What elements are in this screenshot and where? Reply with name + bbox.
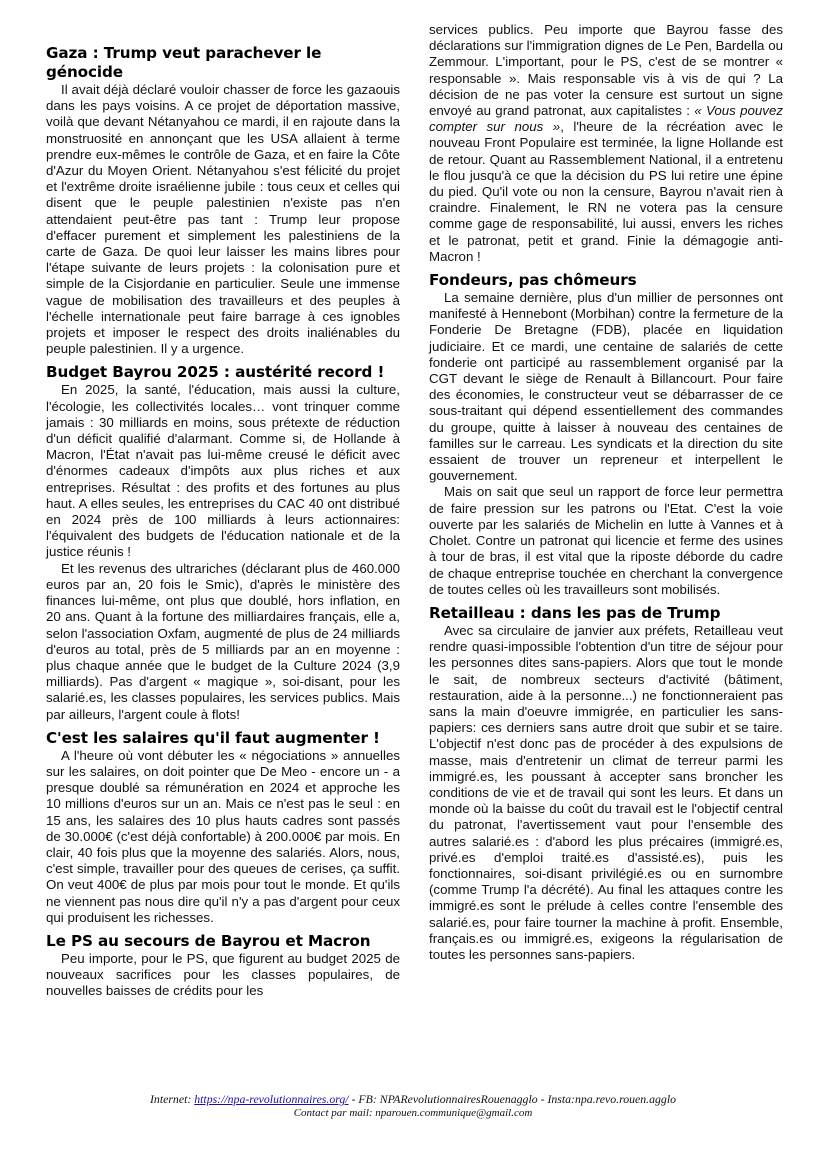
quote-text: « Vous pouvez compter sur nous » [429, 103, 783, 135]
article-ps-secours-continued [429, 22, 783, 265]
paragraph-text: services publics. Peu importe que Bayrou fasse des déclarations sur l'immigration dignes de Le Pen, Bardella ou Zemmour. L'important, pour le PS, c'est de se montrer « responsable ». Mais responsable vis à vis de qui ? La décision de ne pas voter la censure est surtout un signe envoyé au grand patronat, aux capitalistes : [429, 22, 783, 119]
left-column [46, 44, 400, 1006]
article-paragraph: A l'heure où vont débuter les « négociations » annuelles sur les salaires, on doit pointer que De Meo - encore un - a presque doublé sa rémunération en 2024 et approche les 10 millions d'euros sur un an. Mais ce n'est pas le seul : en 15 ans, les salaires des 10 plus hauts cadres sont passés de 30.000€ (c'est déjà confortable) à 200.000€ par mois. En clair, 40 fois plus que la moyenne des salariés. Alors, nous, c'est simple, travailler pour des queues de cerises, ça suffit. On veut 400€ de plus par mois pour tout le monde. Et qu'ils ne viennent pas nous dire qu'il n'y a pas d'argent pour ceux qui produisent les richesses. [46, 747, 400, 925]
article-ps-secours [46, 932, 400, 1000]
article-headline: Retailleau : dans les pas de Trump [429, 603, 721, 622]
footer [0, 1092, 826, 1120]
social-text: - FB: NPARevolutionnairesRouenagglo - Insta:npa.revo.rouen.agglo [348, 1092, 676, 1106]
article-headline: Le PS au secours de Bayrou et Macron [46, 931, 371, 950]
article-paragraph: Avec sa circulaire de janvier aux préfets, Retailleau veut rendre quasi-impossible l'obtention d'un titre de séjour pour les personnes dites sans-papiers. Alors que tout le monde le sait, de nombreux secteurs d'activité (bâtiment, restauration, aide à la personne...) ne fonctionneraient pas sans la main d'oeuvre immigrée, en particulier les sans-papiers: ces derniers sans autre droit que subir et se taire. L'objectif n'est donc pas de procéder à des expulsions de masse, mais d'entretenir un climat de terreur parmi les immigré.es, les poussant à accepter sans broncher les conditions de vie et de travail qui sont les leurs. Et dans un monde où la baisse du coût du travail est le l'objectif central du patronat, l'avertissement vaut pour l'ensemble des autres salarié.es : d'abord les plus précaires (immigré.es, privé.es d'emploi traité.es d'assisté.es), puis les fonctionnaires, soi-disant privilégié.es ou en surnombre (comme Trump l'a décrété). Au final les attaques contre les immigré.es sont le prélude à celles contre l'ensemble des salarié.es, pour faire tourner la machine à profit. Ensemble, français.es ou immigré.es, exigeons la régularisation de toutes les personnes sans-papiers. [429, 622, 783, 962]
article-salaires [46, 729, 400, 926]
internet-label: Internet: [150, 1092, 195, 1106]
article-paragraph: En 2025, la santé, l'éducation, mais aussi la culture, l'écologie, les collectivités locales… vont trinquer comme jamais : 30 milliards en moins, sous prétexte de réduction d'un déficit qualifié d'alarmant. Comme si, de Hollande à Macron, l'État n'avait pas lui-même creusé le déficit avec d'énormes cadeaux d'impôts aux plus riches et aux entreprises. Résultat : des profits et des fortunes au plus haut. A elles seules, les entreprises du CAC 40 ont distribué en 2024 près de 100 milliards à leurs actionnaires: l'équivalent des budgets de l'éducation nationale et de la justice réunis ! [46, 382, 400, 560]
article-paragraph: Et les revenus des ultrariches (déclarant plus de 460.000 euros par an, 20 fois le Smic), d'après le ministère des finances lui-même, ont plus que doublé, hors inflation, en 20 ans. Quant à la fortune des milliardaires français, elle a, selon l'association Oxfam, augmenté de plus de 24 milliards d'euros au total, près de 5 milliards par an en moyenne : plus chaque année que le budget de la Culture 2024 (3,9 milliards). Pas d'argent « magique », soi-disant, pour les salarié.es, les classes populaires, les services publics. Mais par ailleurs, l'argent coule à flots! [46, 560, 400, 722]
article-fondeurs [429, 271, 783, 598]
article-paragraph: La semaine dernière, plus d'un millier de personnes ont manifesté à Hennebont (Morbihan) contre la fermeture de la Fonderie De Bretagne (FDB), placée en liquidation judiciaire. Et ce mardi, une centaine de salariés de cette fonderie ont participé au rassemblement organisé par la CGT devant le siège de Renault à Billancourt. Pour faire des économies, le constructeur veut se débarrasser de ce sous-traitant qui dépend essentiellement des commandes du groupe, quitte à laisser à nouveau des centaines de familles sur le carreau. Les syndicats et la direction du site essaient de trouver un repreneur et interpellent le gouvernement. [429, 290, 783, 484]
article-headline: Fondeurs, pas chômeurs [429, 271, 637, 290]
article-paragraph: Peu importe, pour le PS, que figurent au budget 2025 de nouveaux sacrifices pour les classes populaires, de nouvelles baisses de crédits pour les [46, 950, 400, 999]
footer-contact: Contact par mail: nparouen.communique@gmail.com [293, 1107, 533, 1119]
article-headline: Budget Bayrou 2025 : austérité record ! [46, 363, 385, 382]
article-budget-bayrou [46, 363, 400, 722]
article-headline: C'est les salaires qu'il faut augmenter ! [46, 728, 380, 747]
article-paragraph: Il avait déjà déclaré vouloir chasser de force les gazaouis dans les pays voisins. A ce projet de déportation massive, voilà que devant Nétanyahou ce mardi, il en rajoute dans la monstruosité en annonçant que les USA allaient à terme prendre eux-mêmes le contrôle de Gaza, et en faire la Côte d'Azur du Moyen Orient. Nétanyahou s'est félicité du projet et l'extrême droite israélienne jubile : tous ceux et celles qui disent que le peuple palestinien n'existe pas n'en attendaient peut-être pas tant : Trump leur propose d'effacer purement et simplement les palestiniens de la carte de Gaza. De quoi leur laisser les mains libres pour l'étape suivante de leurs projets : la colonisation pure et simple de la Cisjordanie en particulier. Seule une immense vague de mobilisation des travailleurs et des peuples à l'échelle internationale peut faire barrage à ces ignobles projets et imposer le respect des droits inaliénables du peuple palestinien. Il y a urgence. [46, 82, 400, 357]
article-paragraph: Mais on sait que seul un rapport de force leur permettra de faire pression sur les patrons ou l'Etat. C'est la voie ouverte par les salariés de Michelin en lutte à Vannes et à Cholet. Contre un patronat qui licencie et ferme des usines à tour de bras, il est vital que la riposte déborde du cadre de chaque entreprise touchée en cherchant la convergence de toutes celles où les travailleurs sont mobilisés. [429, 484, 783, 597]
article-headline: Gaza : Trump veut parachever le génocide [46, 44, 322, 81]
article-retailleau [429, 604, 783, 963]
paragraph-text: , l'heure de la récréation avec le nouveau Front Populaire est terminée, la ligne Hollande est de retour. Quant au Rassemblement National, il a entretenu le flou jusqu'à ce que la décision du PS lui retire une épine du pied. Qu'il vote ou non la censure, Bayrou n'avait rien à craindre. Finalement, le RN ne votera pas la censure comme gage de responsabilité, lui aussi, envers les riches et le patronat, petit et grand. Finie la démagogie anti-Macron ! [429, 119, 783, 264]
article-gaza [46, 44, 400, 357]
article-paragraph-continued [429, 22, 783, 265]
website-link[interactable]: https://npa-revolutionnaires.org/ [194, 1092, 349, 1106]
right-column [429, 22, 783, 969]
footer-line-links [0, 1092, 826, 1106]
